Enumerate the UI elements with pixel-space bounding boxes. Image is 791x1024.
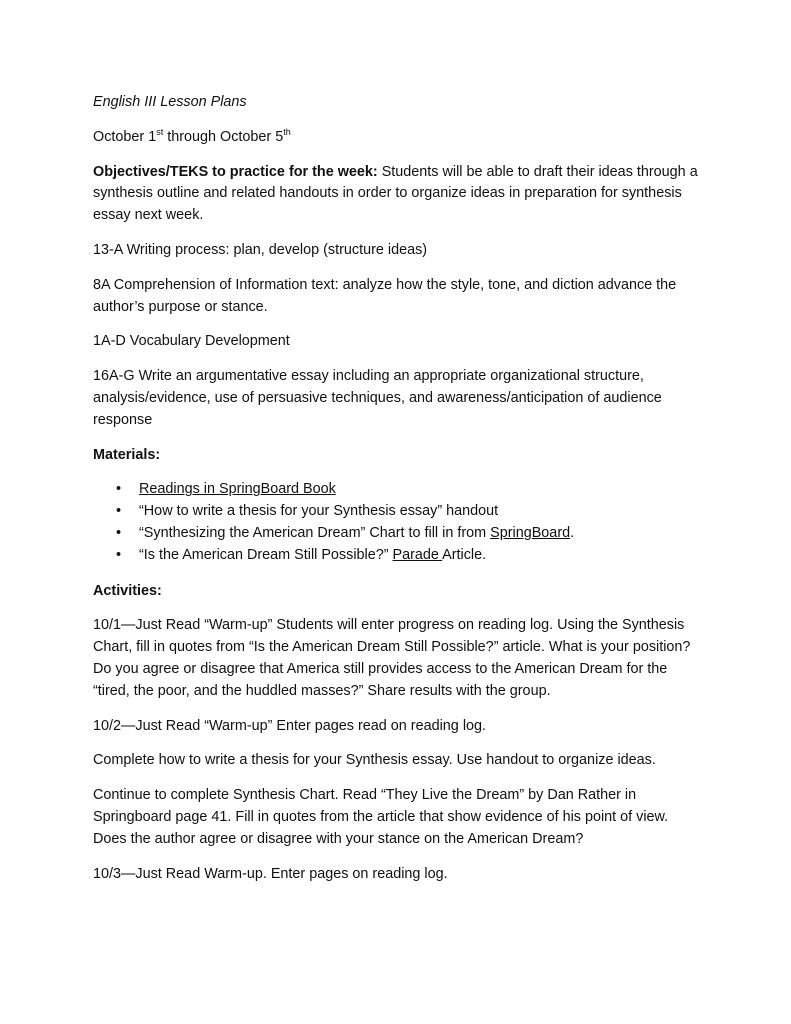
materials-item-text: “Synthesizing the American Dream” Chart to fill in from	[139, 524, 491, 541]
date-start-suffix: st	[156, 126, 164, 137]
list-item	[93, 523, 705, 545]
document-title: English III Lesson Plans	[93, 94, 247, 110]
materials-item-text: “Is the American Dream Still Possible?”	[139, 546, 393, 563]
materials-link-springboard-readings[interactable]: Readings in SpringBoard Book	[139, 481, 336, 498]
teks-item: 8A Comprehension of Information text: analyze how the style, tone, and diction advance the author’s purpose or stance.	[93, 276, 677, 315]
activity-paragraph: 10/2—Just Read “Warm-up” Enter pages read on reading log.	[93, 717, 487, 734]
activities-heading: Activities:	[93, 582, 162, 599]
bullet-icon: •	[116, 503, 122, 520]
springboard-link[interactable]: SpringBoard	[490, 524, 571, 541]
materials-item-text: “How to write a thesis for your Synthesis essay” handout	[139, 503, 499, 520]
document-page	[93, 92, 705, 898]
teks-item: 16A-G Write an argumentative essay including an appropriate organizational structure, analysis/evidence, use of persuasive techniques, and awareness/anticipation of audience response	[93, 368, 662, 428]
materials-list	[93, 479, 705, 566]
date-range	[93, 127, 705, 149]
teks-item: 13-A Writing process: plan, develop (structure ideas)	[93, 241, 428, 258]
date-end-suffix: th	[283, 126, 291, 137]
list-item	[93, 479, 705, 501]
bullet-icon: •	[116, 481, 122, 498]
activity-paragraph: Complete how to write a thesis for your Synthesis essay. Use handout to organize ideas.	[93, 752, 656, 769]
activity-paragraph: Continue to complete Synthesis Chart. Read “They Live the Dream” by Dan Rather in Springboard page 41. Fill in quotes from the article that show evidence of his point of view. Does the author agree or disagree with your stance on the American Dream?	[93, 787, 669, 847]
bullet-icon: •	[116, 546, 122, 563]
materials-item-text: Article.	[442, 546, 487, 563]
date-start: October 1	[93, 128, 157, 145]
materials-heading: Materials:	[93, 446, 161, 463]
teks-item: 1A-D Vocabulary Development	[93, 333, 290, 350]
list-item	[93, 545, 705, 567]
materials-item-text: .	[570, 524, 575, 541]
activity-paragraph: 10/1—Just Read “Warm-up” Students will enter progress on reading log. Using the Synthesis Chart, fill in quotes from “Is the American Dream Still Possible?” article. What is your position? Do you agree or disagree that America still provides access to the American Dream for the “tired, the poor, and the huddled masses?” Share results with the group.	[93, 617, 691, 699]
activity-paragraph: 10/3—Just Read Warm-up. Enter pages on reading log.	[93, 865, 448, 882]
objectives-text: Students will be able to draft their ideas through a synthesis outline and related handouts in order to organize ideas in preparation for synthesis essay next week.	[93, 163, 698, 224]
objectives-paragraph	[93, 162, 705, 227]
list-item	[93, 501, 705, 523]
parade-link[interactable]: Parade	[392, 546, 443, 563]
bullet-icon: •	[116, 524, 122, 541]
objectives-label: Objectives/TEKS to practice for the week:	[93, 163, 378, 180]
date-middle: through October 5	[163, 128, 284, 145]
